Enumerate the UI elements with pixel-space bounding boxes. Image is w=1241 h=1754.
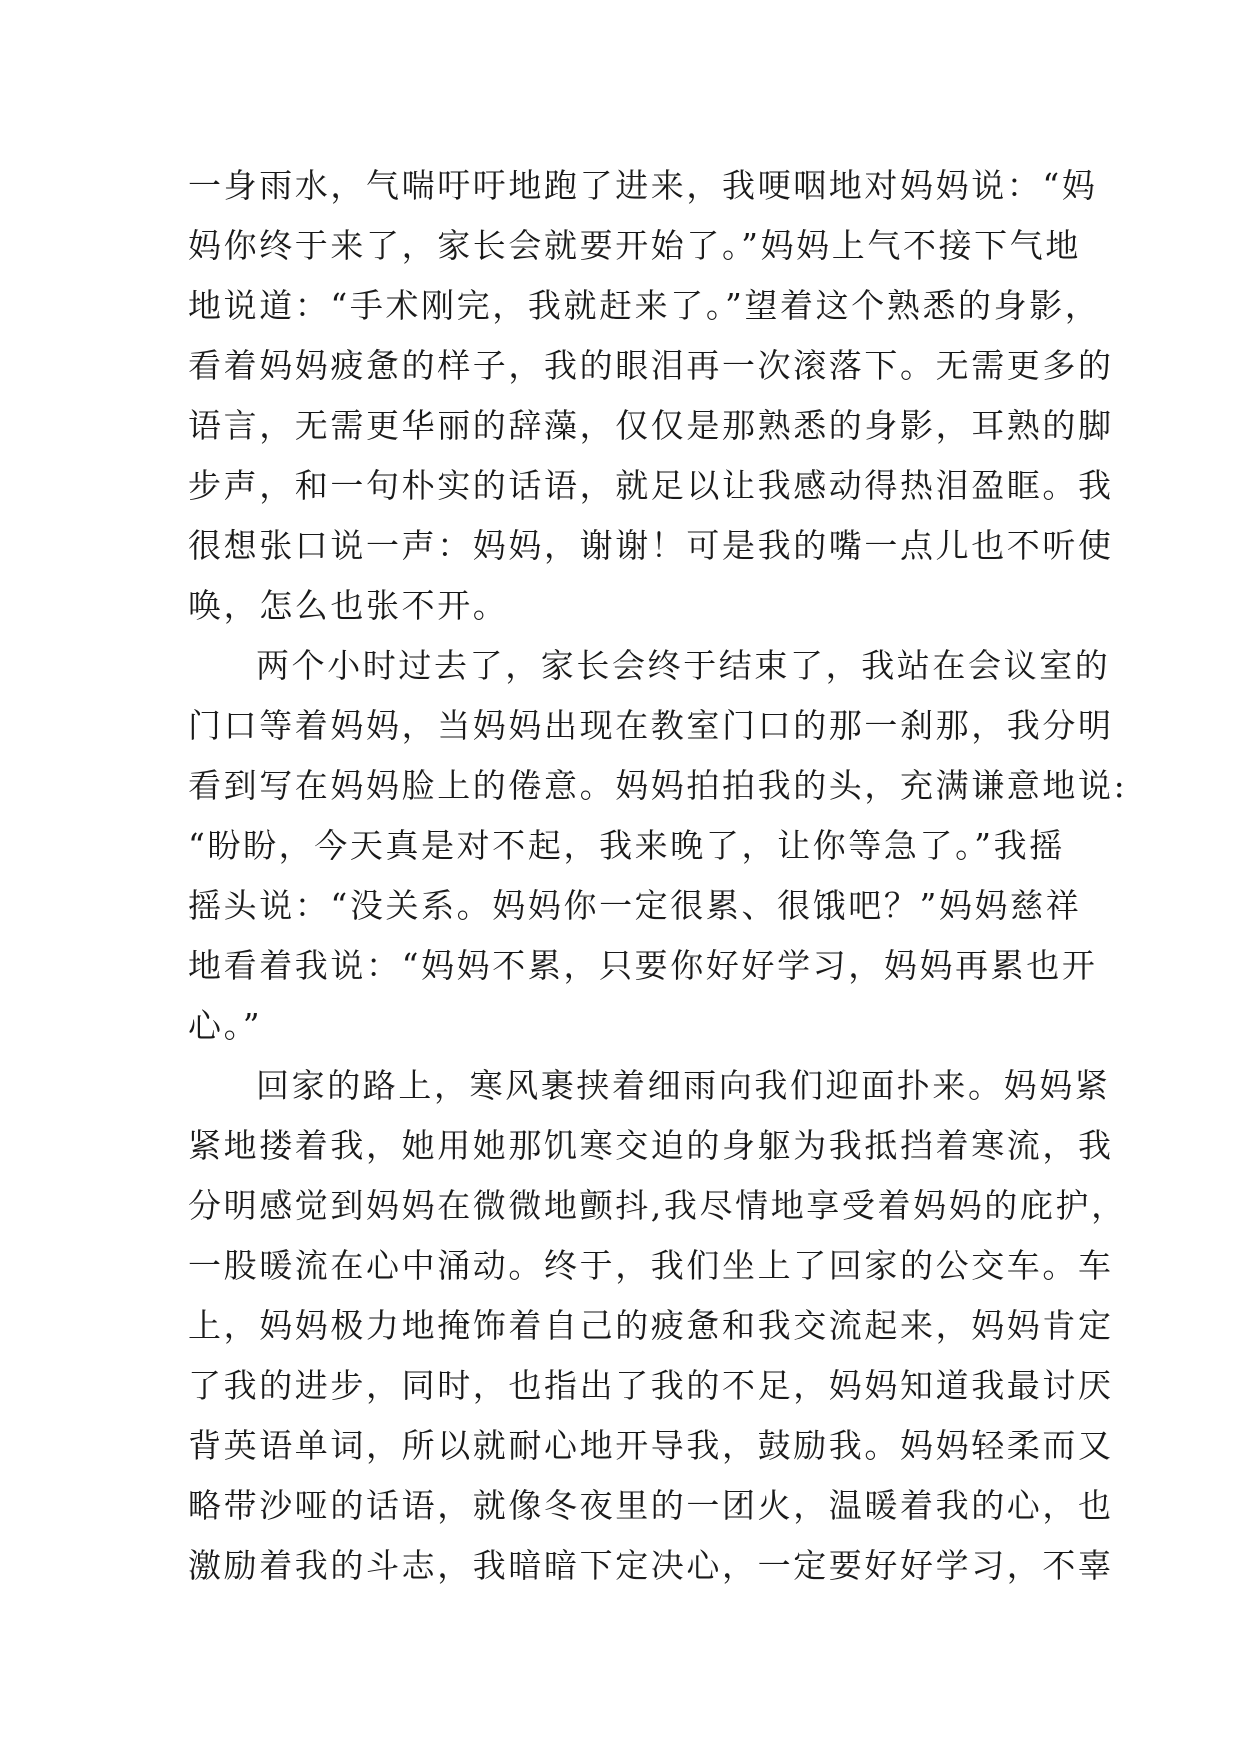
text-line: 步声，和一句朴实的话语，就足以让我感动得热泪盈眶。我: [188, 466, 1114, 505]
text-line: 地看着我说：“妈妈不累，只要你好好学习，妈妈再累也开: [188, 946, 1098, 985]
text-line: 心。”: [188, 1006, 263, 1045]
text-line: 看到写在妈妈脸上的倦意。妈妈拍拍我的头，充满谦意地说:: [188, 766, 1128, 805]
text-line: 上，妈妈极力地掩饰着自己的疲惫和我交流起来，妈妈肯定: [188, 1306, 1114, 1345]
text-line: 地说道：“手术刚完，我就赶来了。”望着这个熟悉的身影，: [188, 286, 1101, 325]
text-line: 背英语单词，所以就耐心地开导我，鼓励我。妈妈轻柔而又: [188, 1426, 1114, 1465]
paragraph-3: [188, 1056, 1127, 1596]
text-line: 分明感觉到妈妈在微微地颤抖,我尽情地享受着妈妈的庇护，: [188, 1186, 1127, 1225]
text-line: 看着妈妈疲惫的样子，我的眼泪再一次滚落下。无需更多的: [188, 346, 1114, 385]
text-line: 略带沙哑的话语，就像冬夜里的一团火，温暖着我的心，也: [188, 1486, 1114, 1525]
text-line: 一股暖流在心中涌动。终于，我们坐上了回家的公交车。车: [188, 1246, 1114, 1285]
text-line: 语言，无需更华丽的辞藻，仅仅是那熟悉的身影，耳熟的脚: [188, 406, 1114, 445]
paragraph-1: [188, 156, 1114, 636]
text-line: 摇头说：“没关系。妈妈你一定很累、很饿吧？”妈妈慈祥: [188, 886, 1082, 925]
text-line: 紧地搂着我，她用她那饥寒交迫的身躯为我抵挡着寒流，我: [188, 1126, 1114, 1165]
text-line: 一身雨水，气喘吁吁地跑了进来，我哽咽地对妈妈说：“妈: [188, 166, 1098, 205]
text-line: 妈你终于来了，家长会就要开始了。”妈妈上气不接下气地: [188, 226, 1081, 265]
text-line: 很想张口说一声：妈妈，谢谢！可是我的嘴一点儿也不听使: [188, 526, 1114, 565]
text-line: 两个小时过去了，家长会终于结束了，我站在会议室的: [256, 646, 1111, 685]
paragraph-2: [188, 636, 1128, 1056]
text-line: 了我的进步，同时，也指出了我的不足，妈妈知道我最讨厌: [188, 1366, 1114, 1405]
text-line: 回家的路上，寒风裹挟着细雨向我们迎面扑来。妈妈紧: [256, 1066, 1111, 1105]
text-line: 唤，怎么也张不开。: [188, 586, 509, 625]
body-text: [188, 156, 1128, 1596]
text-line: 门口等着妈妈，当妈妈出现在教室门口的那一刹那，我分明: [188, 706, 1114, 745]
text-line: 激励着我的斗志，我暗暗下定决心，一定要好好学习，不辜: [188, 1546, 1114, 1585]
text-line: “盼盼，今天真是对不起，我来晚了，让你等急了。”我摇: [188, 826, 1065, 865]
